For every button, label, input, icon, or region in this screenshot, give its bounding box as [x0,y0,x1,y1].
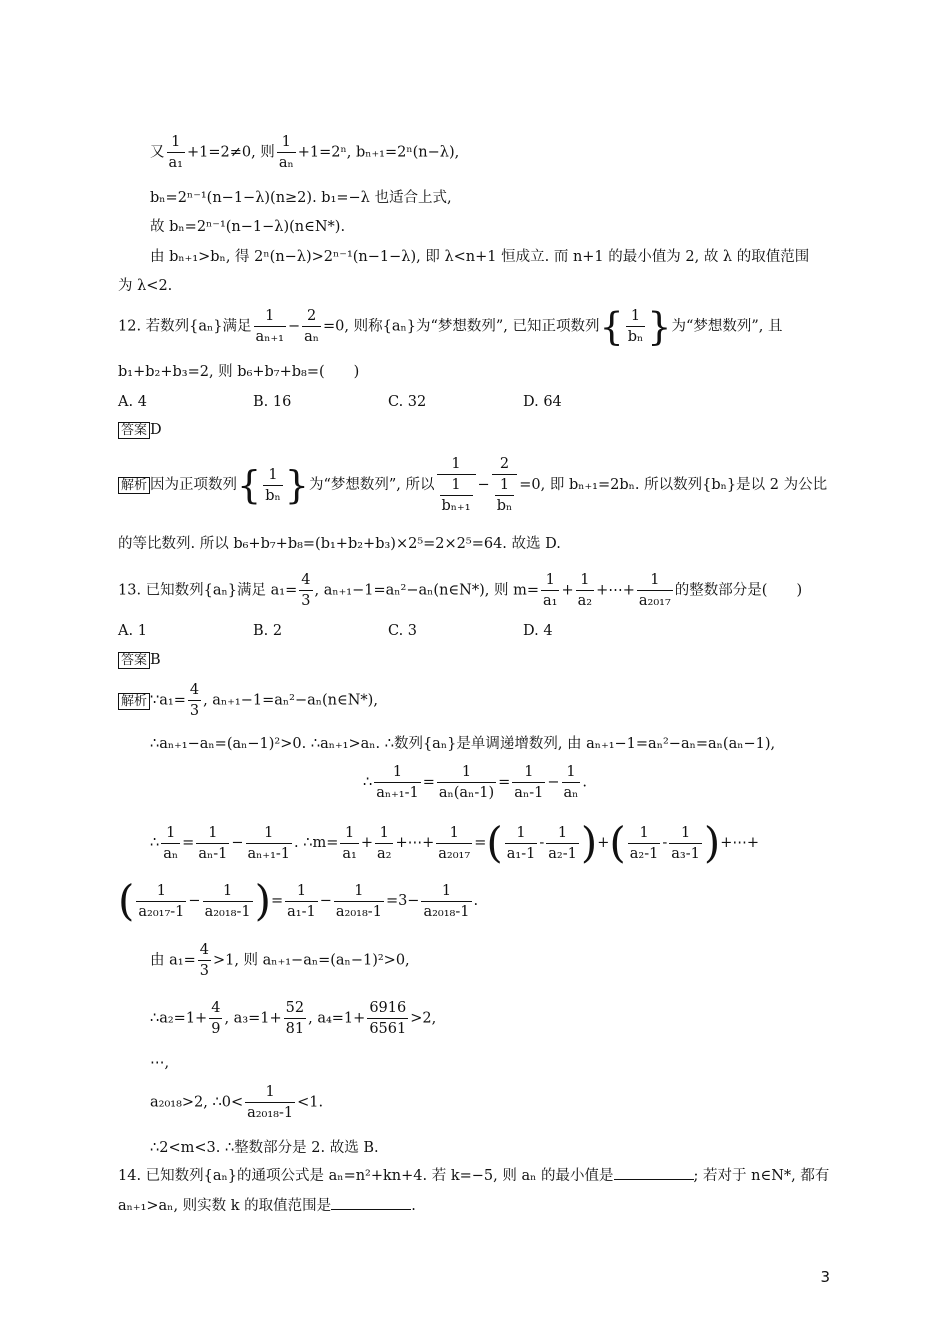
fraction: $\frac{1}{\text{aₙ₊₁-1}}$ [376,764,419,801]
fraction: $\frac{2}{\text{aₙ}}$ [304,308,320,345]
option-c[interactable]: C. 32 [388,394,427,410]
answer-tag: 答案 [118,652,150,669]
answer-tag: 答案 [118,422,150,439]
option-a[interactable]: A. 1 [118,623,147,639]
question-13-analysis-6: 由 a₁= $\frac{4}{3}$ >1, 则 aₙ₊₁−aₙ=(aₙ−1)²>0, [150,942,410,979]
analysis-tag: 解析 [118,477,150,494]
option-b[interactable]: B. 2 [253,623,283,639]
fraction: $\frac{1}{\text{aₙ}}$ [278,134,294,171]
question-13-stem: 13. 已知数列{aₙ}满足 a₁= $\frac{4}{3}$ , aₙ₊₁−1=aₙ²−aₙ(n∈N*), 则 m= $\frac{1}{\text{a₁}}$ + $\frac{1}{\text{a₂}}$ +⋯+ $\frac{1}{\text{a₂₀₁₇}}$ 的整数部分是( ) [118,572,803,609]
fraction: $\frac{1}{\text{aₙ₊₁}}$ [255,308,284,345]
question-13-analysis-5: ( $\frac{1}{\text{a₂₀₁₇-1}}$ − $\frac{1}{\text{a₂₀₁₈-1}}$ )= $\frac{1}{\text{a₁-1}}$ − $\frac{1}{\text{a₂₀₁₈-1}}$ =3− $\frac{1}{\text{a₂₀₁₈-1}}$ . [118,876,479,925]
page-number: 3 [820,1268,830,1286]
fraction: $\frac{1}{\text{bₙ}}$ [627,308,644,345]
fraction: $\frac{4}{3}$ [189,682,200,719]
top-line-5: 为 λ<2. [118,278,173,294]
top-line-2: bₙ=2ⁿ⁻¹(n−1−λ)(n≥2). b₁=−λ 也适合上式, [150,190,452,206]
option-d[interactable]: D. 4 [523,623,553,639]
question-13-analysis-8: ⋯, [150,1055,170,1071]
question-13-options [118,621,658,641]
question-14-stem: 14. 已知数列{aₙ}的通项公式是 aₙ=n²+kn+4. 若 k=−5, 则 aₙ 的最小值是 ; 若对于 n∈N*, 都有 [118,1168,830,1184]
answer-value: D [150,422,162,438]
question-12-stem: 12. 若数列{aₙ}满足 $\frac{1}{\text{aₙ₊₁}}$ − $\frac{2}{\text{aₙ}}$ =0, 则称{aₙ}为“梦想数列”, 已知正项数列{ $\frac{1}{\text{bₙ}}$ }为“梦想数列”, 且 [118,304,783,349]
fraction: $\frac{1}{\text{aₙ-1}}$ [514,764,544,801]
fraction: $\frac{4}{3}$ [301,572,311,609]
question-12-options [118,392,658,412]
fraction: $\frac{1}{\text{bₙ}}$ [265,466,281,504]
analysis-tag: 解析 [118,693,150,710]
question-13-analysis-7: ∴a₂=1+ $\frac{4}{9}$ , a₃=1+ $\frac{52}{81}$ , a₄=1+ $\frac{6916}{6561}$ >2, [150,1000,437,1037]
left-brace: { [237,463,262,507]
left-brace: { [599,304,624,349]
answer-value: B [150,652,161,668]
question-13-analysis-3: ∴ $\frac{1}{\text{aₙ₊₁-1}}$ = $\frac{1}{\text{aₙ(aₙ-1)}}$ = $\frac{1}{\text{aₙ-1}}$ − $\frac{1}{\text{aₙ}}$ . [362,764,588,801]
nested-fraction: $\frac{2}{\frac{1}{\text{bₙ}}}$ [492,454,518,516]
fraction: $\frac{1}{\text{aₙ(aₙ-1)}}$ [438,764,495,801]
answer-blank-1[interactable] [614,1179,694,1180]
nested-fraction: $\frac{1}{\frac{1}{\text{bₙ₊₁}}}$ [437,454,476,516]
option-c[interactable]: C. 3 [388,623,418,639]
question-13-analysis-10: ∴2<m<3. ∴整数部分是 2. 故选 B. [150,1140,379,1156]
top-line-1: 又 $\frac{1}{\text{a₁}}$ +1=2≠0, 则 $\frac{1}{\text{aₙ}}$ +1=2ⁿ, bₙ₊₁=2ⁿ(n−λ), [150,134,460,171]
option-d[interactable]: D. 64 [523,394,562,410]
answer-blank-2[interactable] [331,1209,411,1210]
question-12-analysis-line-2: 的等比数列. 所以 b₆+b₇+b₈=(b₁+b₂+b₃)×2⁵=2×2⁵=64. 故选 D. [118,536,561,552]
top-line-4: 由 bₙ₊₁>bₙ, 得 2ⁿ(n−λ)>2ⁿ⁻¹(n−1−λ), 即 λ<n+1 恒成立. 而 n+1 的最小值为 2, 故 λ 的取值范围 [150,249,810,265]
question-14-line-2: aₙ₊₁>aₙ, 则实数 k 的取值范围是 . [118,1198,416,1214]
top-line-3: 故 bₙ=2ⁿ⁻¹(n−1−λ)(n∈N*). [150,219,346,235]
option-b[interactable]: B. 16 [253,394,292,410]
fraction: $\frac{1}{\text{a₁}}$ [542,572,558,609]
question-12-analysis: 解析 因为正项数列{ $\frac{1}{\text{bₙ}}$ }为“梦想数列”, 所以 $\frac{1}{\frac{1}{\text{bₙ₊₁}}}$ − $\frac{2}{\frac{1}{\text{bₙ}}}$ =0, 即 bₙ₊₁=2bₙ. 所以数列{bₙ}是以 2 为公比 [118,454,827,516]
question-13-answer [118,650,161,671]
question-12-line-2: b₁+b₂+b₃=2, 则 b₆+b₇+b₈=( ) [118,364,360,380]
right-brace: } [284,463,309,507]
option-a[interactable]: A. 4 [118,394,147,410]
question-12-answer [118,420,162,441]
question-13-analysis-2: ∴aₙ₊₁−aₙ=(aₙ−1)²>0. ∴aₙ₊₁>aₙ. ∴数列{aₙ}是单调递增数列, 由 aₙ₊₁−1=aₙ²−aₙ=aₙ(aₙ−1), [150,736,776,752]
fraction: $\frac{1}{\text{a₂₀₁₇}}$ [638,572,671,609]
question-13-analysis-4: ∴ $\frac{1}{\text{aₙ}}$ = $\frac{1}{\text{aₙ-1}}$ − $\frac{1}{\text{aₙ₊₁-1}}$ . ∴m= $\frac{1}{\text{a₁}}$ + $\frac{1}{\text{a₂}}$ +⋯+ $\frac{1}{\text{a₂₀₁₇}}$ =( $\frac{1}{\text{a₁-1}}$ - $\frac{1}{\text{a₂-1}}$ )+( $\frac{1}{\text{a₂-1}}$ - $\frac{1}{\text{a₃-1}}$ )+⋯+ [150,818,760,867]
fraction: $\frac{1}{\text{aₙ}}$ [563,764,579,801]
fraction: $\frac{1}{\text{a₂}}$ [577,572,593,609]
right-brace: } [647,304,672,349]
question-13-analysis-9: a₂₀₁₈>2, ∴0< $\frac{1}{\text{a₂₀₁₈-1}}$ <1. [150,1084,324,1121]
question-13-analysis-1: 解析 ∵a₁= $\frac{4}{3}$ , aₙ₊₁−1=aₙ²−aₙ(n∈N*), [118,680,378,721]
fraction: $\frac{1}{\text{a₁}}$ [168,134,183,171]
